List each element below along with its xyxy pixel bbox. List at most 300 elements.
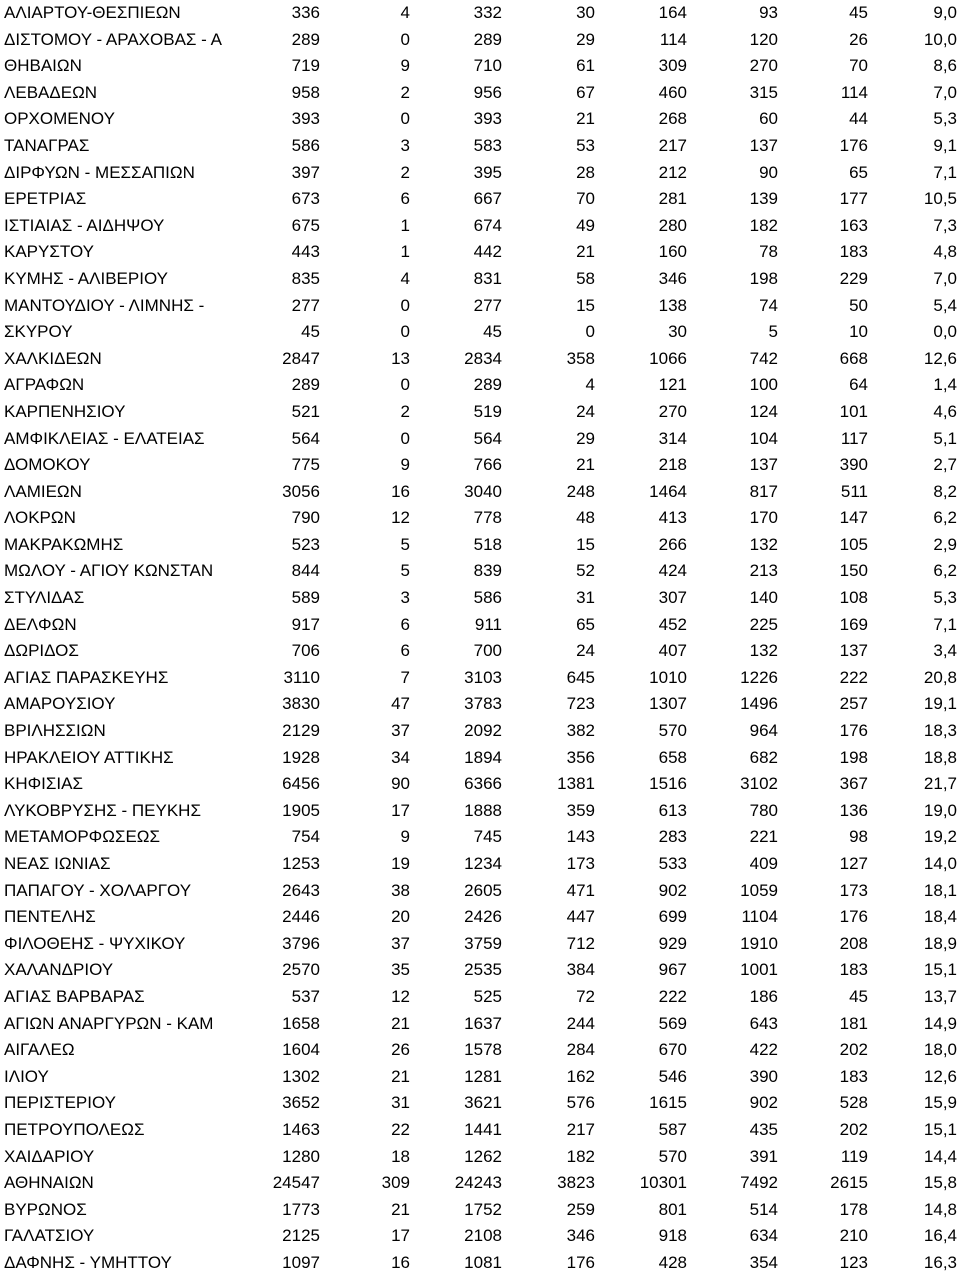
value-cell: 395 xyxy=(473,162,502,182)
municipality-name-cell: ΑΜΑΡΟΥΣΙΟΥ xyxy=(4,694,116,714)
value-cell: 2446 xyxy=(282,907,320,927)
municipality-name-cell: ΑΓΙΑΣ ΠΑΡΑΣΚΕΥΗΣ xyxy=(4,667,169,687)
value-cell: 270 xyxy=(658,401,687,421)
value-cell: 50 xyxy=(849,295,868,315)
value-cell: 114 xyxy=(840,82,868,102)
table-row xyxy=(0,904,960,931)
value-cell: 183 xyxy=(839,960,868,980)
value-cell: 248 xyxy=(566,481,595,501)
value-cell: 70 xyxy=(576,189,595,209)
value-cell: 15,9 xyxy=(923,1093,957,1113)
value-cell: 10 xyxy=(849,322,868,342)
table-row xyxy=(0,372,960,399)
table-row xyxy=(0,851,960,878)
value-cell: 6456 xyxy=(282,774,320,794)
table-row xyxy=(0,1144,960,1171)
value-cell: 181 xyxy=(839,1013,868,1033)
value-cell: 2834 xyxy=(464,348,502,368)
value-cell: 1262 xyxy=(464,1146,502,1166)
value-cell: 72 xyxy=(576,986,595,1006)
value-cell: 259 xyxy=(566,1199,595,1219)
value-cell: 315 xyxy=(749,82,778,102)
value-cell: 442 xyxy=(473,242,502,262)
value-cell: 61 xyxy=(576,56,595,76)
value-cell: 525 xyxy=(473,986,502,1006)
value-cell: 45 xyxy=(849,986,868,1006)
value-cell: 177 xyxy=(839,189,868,209)
value-cell: 521 xyxy=(291,401,320,421)
value-cell: 217 xyxy=(566,1119,595,1139)
value-cell: 29 xyxy=(576,29,595,49)
value-cell: 2092 xyxy=(464,721,502,741)
value-cell: 143 xyxy=(566,827,595,847)
value-cell: 3056 xyxy=(282,481,320,501)
value-cell: 74 xyxy=(759,295,778,315)
value-cell: 198 xyxy=(749,268,778,288)
value-cell: 2426 xyxy=(464,907,502,927)
value-cell: 3830 xyxy=(282,694,320,714)
value-cell: 586 xyxy=(291,135,320,155)
value-cell: 1,4 xyxy=(933,375,957,395)
value-cell: 283 xyxy=(658,827,687,847)
value-cell: 16 xyxy=(391,481,410,501)
value-cell: 53 xyxy=(576,135,595,155)
value-cell: 119 xyxy=(840,1146,868,1166)
value-cell: 22 xyxy=(391,1119,410,1139)
value-cell: 14,4 xyxy=(923,1146,957,1166)
value-cell: 123 xyxy=(839,1252,868,1272)
table-row xyxy=(0,1090,960,1117)
value-cell: 7,1 xyxy=(933,162,957,182)
value-cell: 844 xyxy=(291,561,320,581)
table-row xyxy=(0,160,960,187)
value-cell: 2 xyxy=(400,401,410,421)
value-cell: 1604 xyxy=(282,1040,320,1060)
value-cell: 766 xyxy=(473,455,502,475)
municipality-name-cell: ΔΕΛΦΩΝ xyxy=(4,614,77,634)
value-cell: 8,6 xyxy=(933,56,957,76)
value-cell: 1010 xyxy=(649,667,687,687)
value-cell: 19,2 xyxy=(923,827,957,847)
value-cell: 2615 xyxy=(830,1173,868,1193)
value-cell: 2535 xyxy=(464,960,502,980)
value-cell: 30 xyxy=(668,322,687,342)
table-row xyxy=(0,53,960,80)
value-cell: 460 xyxy=(658,82,687,102)
value-cell: 1905 xyxy=(282,800,320,820)
value-cell: 277 xyxy=(291,295,320,315)
value-cell: 390 xyxy=(839,455,868,475)
value-cell: 902 xyxy=(658,880,687,900)
table-row xyxy=(0,1170,960,1197)
value-cell: 586 xyxy=(473,588,502,608)
value-cell: 257 xyxy=(839,694,868,714)
municipality-name-cell: ΜΑΝΤΟΥΔΙΟΥ - ΛΙΜΝΗΣ - xyxy=(4,295,205,315)
value-cell: 289 xyxy=(291,29,320,49)
municipality-name-cell: ΑΓΙΩΝ ΑΝΑΡΓΥΡΩΝ - ΚΑΜ xyxy=(4,1013,214,1033)
value-cell: 78 xyxy=(759,242,778,262)
table-row xyxy=(0,106,960,133)
municipality-name-cell: ΛΕΒΑΔΕΩΝ xyxy=(4,82,98,102)
table-row xyxy=(0,426,960,453)
value-cell: 5 xyxy=(400,534,410,554)
value-cell: 17 xyxy=(391,1226,410,1246)
value-cell: 1516 xyxy=(649,774,687,794)
value-cell: 570 xyxy=(658,721,687,741)
value-cell: 222 xyxy=(658,986,687,1006)
value-cell: 1894 xyxy=(464,747,502,767)
table-row xyxy=(0,957,960,984)
value-cell: 137 xyxy=(749,455,778,475)
value-cell: 367 xyxy=(839,774,868,794)
value-cell: 104 xyxy=(749,428,778,448)
value-cell: 24 xyxy=(576,641,595,661)
value-cell: 277 xyxy=(473,295,502,315)
value-cell: 3783 xyxy=(464,694,502,714)
value-cell: 90 xyxy=(391,774,410,794)
table-row xyxy=(0,718,960,745)
value-cell: 706 xyxy=(291,641,320,661)
value-cell: 471 xyxy=(566,880,595,900)
value-cell: 2643 xyxy=(282,880,320,900)
table-row xyxy=(0,133,960,160)
value-cell: 3102 xyxy=(740,774,778,794)
value-cell: 132 xyxy=(749,641,778,661)
municipality-name-cell: ΛΟΚΡΩΝ xyxy=(4,508,76,528)
value-cell: 1463 xyxy=(282,1119,320,1139)
value-cell: 289 xyxy=(473,375,502,395)
value-cell: 523 xyxy=(291,534,320,554)
value-cell: 52 xyxy=(576,561,595,581)
table-row xyxy=(0,1011,960,1038)
value-cell: 21 xyxy=(576,109,595,129)
value-cell: 537 xyxy=(291,986,320,1006)
value-cell: 2125 xyxy=(282,1226,320,1246)
value-cell: 6,2 xyxy=(933,508,957,528)
table-row xyxy=(0,1250,960,1277)
value-cell: 7492 xyxy=(740,1173,778,1193)
value-cell: 3040 xyxy=(464,481,502,501)
value-cell: 12,6 xyxy=(923,1066,957,1086)
value-cell: 576 xyxy=(566,1093,595,1113)
value-cell: 124 xyxy=(749,401,778,421)
value-cell: 613 xyxy=(658,800,687,820)
value-cell: 519 xyxy=(473,401,502,421)
value-cell: 212 xyxy=(658,162,687,182)
table-row xyxy=(0,80,960,107)
municipality-name-cell: ΑΓΙΑΣ ΒΑΡΒΑΡΑΣ xyxy=(4,986,145,1006)
municipality-name-cell: ΓΑΛΑΤΣΙΟΥ xyxy=(4,1226,95,1246)
value-cell: 4 xyxy=(400,268,410,288)
value-cell: 45 xyxy=(483,322,502,342)
value-cell: 18,9 xyxy=(923,933,957,953)
value-cell: 356 xyxy=(566,747,595,767)
value-cell: 270 xyxy=(749,56,778,76)
value-cell: 138 xyxy=(658,295,687,315)
value-cell: 1496 xyxy=(740,694,778,714)
value-cell: 7,1 xyxy=(933,614,957,634)
value-cell: 8,2 xyxy=(933,481,957,501)
value-cell: 1302 xyxy=(282,1066,320,1086)
value-cell: 114 xyxy=(659,29,687,49)
value-cell: 1059 xyxy=(740,880,778,900)
value-cell: 169 xyxy=(839,614,868,634)
table-row xyxy=(0,0,960,27)
municipality-name-cell: ΛΑΜΙΕΩΝ xyxy=(4,481,82,501)
value-cell: 346 xyxy=(658,268,687,288)
value-cell: 564 xyxy=(473,428,502,448)
municipality-name-cell: ΟΡΧΟΜΕΝΟΥ xyxy=(4,109,115,129)
value-cell: 2847 xyxy=(282,348,320,368)
value-cell: 911 xyxy=(474,614,502,634)
value-cell: 528 xyxy=(839,1093,868,1113)
value-cell: 3652 xyxy=(282,1093,320,1113)
municipality-name-cell: ΔΑΦΝΗΣ - ΥΜΗΤΤΟΥ xyxy=(4,1252,172,1272)
municipality-name-cell: ΑΙΓΑΛΕΩ xyxy=(4,1040,75,1060)
value-cell: 719 xyxy=(291,56,320,76)
value-cell: 682 xyxy=(749,747,778,767)
municipality-name-cell: ΑΓΡΑΦΩΝ xyxy=(4,375,85,395)
value-cell: 31 xyxy=(391,1093,410,1113)
table-row xyxy=(0,293,960,320)
value-cell: 60 xyxy=(759,109,778,129)
municipality-name-cell: ΛΥΚΟΒΡΥΣΗΣ - ΠΕΥΚΗΣ xyxy=(4,800,201,820)
value-cell: 3110 xyxy=(283,667,320,687)
value-cell: 5 xyxy=(400,561,410,581)
value-cell: 20 xyxy=(391,907,410,927)
municipality-name-cell: ΧΑΛΚΙΔΕΩΝ xyxy=(4,348,102,368)
value-cell: 2 xyxy=(400,162,410,182)
value-cell: 2,9 xyxy=(933,534,957,554)
value-cell: 7 xyxy=(400,667,410,687)
value-cell: 21 xyxy=(576,242,595,262)
value-cell: 742 xyxy=(749,348,778,368)
value-cell: 384 xyxy=(566,960,595,980)
value-cell: 45 xyxy=(849,3,868,22)
value-cell: 244 xyxy=(566,1013,595,1033)
value-cell: 19,0 xyxy=(923,800,957,820)
table-row xyxy=(0,771,960,798)
value-cell: 314 xyxy=(658,428,687,448)
value-cell: 28 xyxy=(576,162,595,182)
value-cell: 218 xyxy=(658,455,687,475)
value-cell: 801 xyxy=(658,1199,687,1219)
value-cell: 0 xyxy=(400,29,410,49)
value-cell: 117 xyxy=(840,428,868,448)
table-row xyxy=(0,1117,960,1144)
value-cell: 6 xyxy=(400,189,410,209)
value-cell: 570 xyxy=(658,1146,687,1166)
value-cell: 754 xyxy=(291,827,320,847)
value-cell: 16,4 xyxy=(923,1226,957,1246)
value-cell: 136 xyxy=(839,800,868,820)
value-cell: 1253 xyxy=(282,854,320,873)
value-cell: 47 xyxy=(391,694,410,714)
value-cell: 4 xyxy=(400,3,410,22)
value-cell: 100 xyxy=(749,375,778,395)
value-cell: 358 xyxy=(566,348,595,368)
value-cell: 225 xyxy=(749,614,778,634)
value-cell: 150 xyxy=(839,561,868,581)
municipality-name-cell: ΤΑΝΑΓΡΑΣ xyxy=(4,135,90,155)
value-cell: 176 xyxy=(839,135,868,155)
table-row xyxy=(0,27,960,54)
value-cell: 4 xyxy=(585,375,595,395)
table-row xyxy=(0,798,960,825)
table-row xyxy=(0,638,960,665)
value-cell: 790 xyxy=(291,508,320,528)
value-cell: 332 xyxy=(473,3,502,22)
value-cell: 164 xyxy=(658,3,687,22)
value-cell: 958 xyxy=(291,82,320,102)
value-cell: 518 xyxy=(473,534,502,554)
value-cell: 280 xyxy=(658,215,687,235)
value-cell: 173 xyxy=(839,880,868,900)
value-cell: 6 xyxy=(400,641,410,661)
value-cell: 18,4 xyxy=(923,907,957,927)
value-cell: 1097 xyxy=(282,1252,320,1272)
value-cell: 359 xyxy=(566,800,595,820)
value-cell: 835 xyxy=(291,268,320,288)
value-cell: 186 xyxy=(749,986,778,1006)
value-cell: 391 xyxy=(749,1146,778,1166)
value-cell: 902 xyxy=(749,1093,778,1113)
value-cell: 397 xyxy=(291,162,320,182)
value-cell: 45 xyxy=(301,322,320,342)
value-cell: 37 xyxy=(391,933,410,953)
municipality-name-cell: ΜΑΚΡΑΚΩΜΗΣ xyxy=(4,534,124,554)
value-cell: 176 xyxy=(839,721,868,741)
value-cell: 229 xyxy=(839,268,868,288)
value-cell: 98 xyxy=(849,827,868,847)
value-cell: 2605 xyxy=(464,880,502,900)
value-cell: 710 xyxy=(473,56,502,76)
value-cell: 6366 xyxy=(464,774,502,794)
value-cell: 4,8 xyxy=(933,242,957,262)
table-row xyxy=(0,479,960,506)
value-cell: 7,3 xyxy=(933,215,957,235)
value-cell: 514 xyxy=(749,1199,778,1219)
municipality-name-cell: ΑΘΗΝΑΙΩΝ xyxy=(4,1173,94,1193)
value-cell: 1381 xyxy=(557,774,595,794)
value-cell: 15,8 xyxy=(923,1173,957,1193)
municipality-name-cell: ΚΥΜΗΣ - ΑΛΙΒΕΡΙΟΥ xyxy=(4,268,168,288)
value-cell: 18,3 xyxy=(923,721,957,741)
value-cell: 424 xyxy=(658,561,687,581)
value-cell: 284 xyxy=(566,1040,595,1060)
municipality-name-cell: ΚΗΦΙΣΙΑΣ xyxy=(4,774,83,794)
value-cell: 5,1 xyxy=(933,428,957,448)
value-cell: 443 xyxy=(291,242,320,262)
value-cell: 1280 xyxy=(282,1146,320,1166)
value-cell: 182 xyxy=(566,1146,595,1166)
table-row xyxy=(0,691,960,718)
value-cell: 67 xyxy=(576,82,595,102)
value-cell: 3 xyxy=(400,135,410,155)
table-row xyxy=(0,1223,960,1250)
municipality-name-cell: ΠΕΡΙΣΤΕΡΙΟΥ xyxy=(4,1093,116,1113)
value-cell: 12,6 xyxy=(923,348,957,368)
value-cell: 44 xyxy=(849,109,868,129)
value-cell: 775 xyxy=(291,455,320,475)
table-row xyxy=(0,532,960,559)
value-cell: 15,1 xyxy=(923,960,957,980)
value-cell: 183 xyxy=(839,242,868,262)
value-cell: 26 xyxy=(849,29,868,49)
value-cell: 210 xyxy=(839,1226,868,1246)
value-cell: 21 xyxy=(576,455,595,475)
value-cell: 14,8 xyxy=(923,1199,957,1219)
value-cell: 14,0 xyxy=(923,854,957,873)
value-cell: 309 xyxy=(658,56,687,76)
value-cell: 21 xyxy=(391,1199,410,1219)
value-cell: 778 xyxy=(473,508,502,528)
value-cell: 176 xyxy=(839,907,868,927)
value-cell: 268 xyxy=(658,109,687,129)
municipality-name-cell: ΙΛΙΟΥ xyxy=(4,1066,49,1086)
value-cell: 839 xyxy=(473,561,502,581)
value-cell: 178 xyxy=(839,1199,868,1219)
value-cell: 6,2 xyxy=(933,561,957,581)
value-cell: 21 xyxy=(391,1066,410,1086)
value-cell: 162 xyxy=(566,1066,595,1086)
value-cell: 58 xyxy=(576,268,595,288)
value-cell: 7,0 xyxy=(933,268,957,288)
value-cell: 569 xyxy=(658,1013,687,1033)
municipality-name-cell: ΗΡΑΚΛΕΙΟΥ ΑΤΤΙΚΗΣ xyxy=(4,747,174,767)
value-cell: 217 xyxy=(658,135,687,155)
value-cell: 7,0 xyxy=(933,82,957,102)
value-cell: 336 xyxy=(291,3,320,22)
value-cell: 4,6 xyxy=(933,401,957,421)
value-cell: 147 xyxy=(839,508,868,528)
value-cell: 643 xyxy=(749,1013,778,1033)
value-cell: 70 xyxy=(849,56,868,76)
table-row xyxy=(0,399,960,426)
table-row xyxy=(0,824,960,851)
table-row xyxy=(0,984,960,1011)
value-cell: 18,0 xyxy=(923,1040,957,1060)
municipality-name-cell: ΒΥΡΩΝΟΣ xyxy=(4,1199,87,1219)
municipality-name-cell: ΦΙΛΟΘΕΗΣ - ΨΥΧΙΚΟΥ xyxy=(4,933,186,953)
value-cell: 137 xyxy=(839,641,868,661)
value-cell: 670 xyxy=(658,1040,687,1060)
value-cell: 26 xyxy=(391,1040,410,1060)
table-row xyxy=(0,239,960,266)
municipality-name-cell: ΔΙΡΦΥΩΝ - ΜΕΣΣΑΠΙΩΝ xyxy=(4,162,195,182)
value-cell: 17 xyxy=(391,800,410,820)
table-row xyxy=(0,665,960,692)
value-cell: 390 xyxy=(749,1066,778,1086)
municipality-name-cell: ΜΕΤΑΜΟΡΦΩΣΕΩΣ xyxy=(4,827,161,847)
value-cell: 182 xyxy=(749,215,778,235)
value-cell: 12 xyxy=(391,986,410,1006)
value-cell: 29 xyxy=(576,428,595,448)
value-cell: 9 xyxy=(400,56,410,76)
value-cell: 1281 xyxy=(464,1066,502,1086)
table-row xyxy=(0,745,960,772)
municipality-name-cell: ΑΜΦΙΚΛΕΙΑΣ - ΕΛΑΤΕΙΑΣ xyxy=(4,428,205,448)
value-cell: 121 xyxy=(658,375,687,395)
value-cell: 18,1 xyxy=(923,880,957,900)
value-cell: 108 xyxy=(839,588,868,608)
value-cell: 48 xyxy=(576,508,595,528)
value-cell: 15 xyxy=(576,534,595,554)
value-cell: 2129 xyxy=(282,721,320,741)
value-cell: 10,0 xyxy=(923,29,957,49)
value-cell: 1658 xyxy=(282,1013,320,1033)
value-cell: 1307 xyxy=(649,694,687,714)
